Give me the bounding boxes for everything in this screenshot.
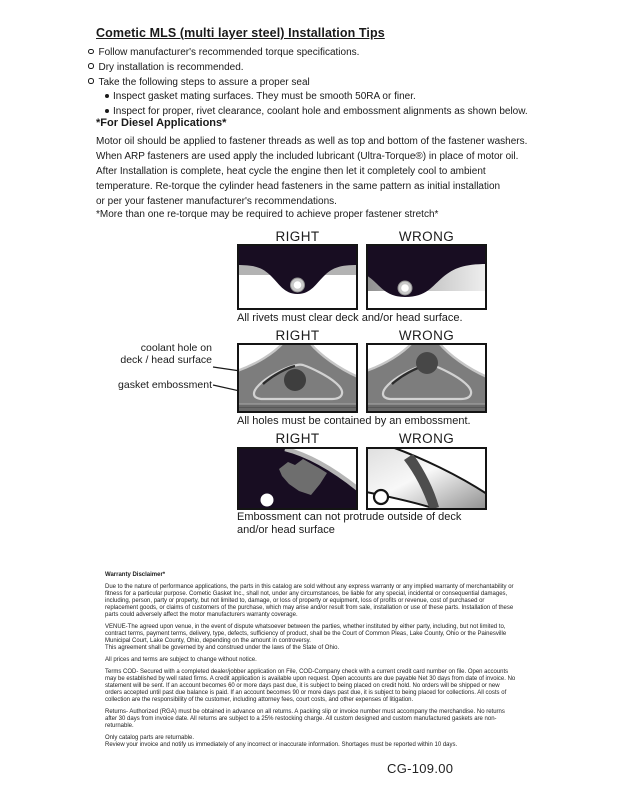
embossment-right-diagram [237, 343, 358, 418]
bullet-circle-icon [88, 63, 94, 69]
page-title: Cometic MLS (multi layer steel) Installation Tips [96, 26, 385, 40]
bullet-circle-icon [88, 49, 94, 55]
disclaimer-paragraph: Due to the nature of performance applications, the parts in this catalog are sold without any express warranty or any implied warranty of merchantability or fitness for a particular purpose. Cometic Gasket Inc., shall not, under any circumstances, be liable for any special, incidental or consequential damages, including, person, party or property, but not limited to, damage, or loss of property or equipment, loss of profits or revenue, cost of purchased or replacement goods, or claims of customers of the purchase, which may arise and/or result from sale, installation or use of these parts. Installation of these parts could adversely affect the motor manufacturers warranty coverage. [105, 584, 514, 618]
embossment-wrong-icon [366, 343, 487, 413]
disclaimer-text: Only catalog parts are returnable. [105, 735, 195, 741]
row1-right-heading: RIGHT [275, 229, 320, 244]
label-line: coolant hole on [140, 342, 212, 354]
list-item-text: Dry installation is recommended. [98, 61, 244, 73]
bullet-dot-icon [105, 109, 109, 113]
paragraph-line: After Installation is complete, heat cycle the engine then let it completely cool to ambient [96, 166, 486, 177]
retorque-note: *More than one re-torque may be required to achieve proper fastener stretch* [96, 209, 439, 220]
paragraph-line: or per your fastener manufacturer's recommendations. [96, 196, 337, 207]
rivet-clearance-right-diagram [237, 244, 358, 315]
row3-caption [237, 511, 497, 536]
disclaimer-text: Review your invoice and notify us immediately of any incorrect or inaccurate information. Shortages must be reported within 10 days. [105, 742, 458, 748]
rivet-right-icon [237, 244, 358, 310]
paragraph-line: When ARP fasteners are used apply the included lubricant (Ultra-Torque®) in place of motor oil. [96, 151, 519, 162]
list-item-text: Take the following steps to assure a proper seal [98, 76, 310, 88]
protrusion-wrong-icon [366, 447, 487, 510]
row2-wrong-heading: WRONG [398, 328, 455, 343]
list-item [88, 90, 528, 105]
row1-wrong-heading: WRONG [398, 229, 455, 244]
disclaimer-paragraph: Terms COD- Secured with a completed dealer/jobber application on File, COD-Company check with a current credit card number on file. Open accounts may be established by well rated firms. A credit application is available upon request. Open accounts are due payable Net 30 days from date of invoice. No statement will be sent. If an account becomes 60 or more days past due, it is subject to being placed on credit hold. No orders will be shipped or new orders accepted until past due balance is paid. If an account becomes 90 or more days past due, it is subject to being placed for collections. All costs of collection are the responsibility of the customer, including attorney fees, court costs, and other expenses of litigation. [105, 669, 516, 703]
bullet-circle-icon [88, 78, 94, 84]
caption-line: Embossment can not protrude outside of deck [237, 511, 462, 523]
embossment-right-icon [237, 343, 358, 413]
rivet-wrong-icon [366, 244, 487, 310]
row3-wrong-heading: WRONG [398, 431, 455, 446]
list-item-text: Inspect for proper, rivet clearance, coolant hole and embossment alignments as shown below. [113, 106, 528, 118]
row3-right-heading: RIGHT [275, 431, 320, 446]
row2-right-heading: RIGHT [275, 328, 320, 343]
protrusion-wrong-diagram [366, 447, 487, 515]
disclaimer-paragraph: Returns- Authorized (RGA) must be obtained in advance on all returns. A packing slip or invoice number must accompany the merchandise. No returns after 30 days from invoice date. All returns are subject to a 25% restocking charge. All custom designed and custom manufactured gaskets are non-returnable. [105, 709, 505, 729]
paragraph-line: temperature. Re-torque the cylinder head fasteners in the same pattern as initial installation [96, 181, 501, 192]
diesel-applications-heading: *For Diesel Applications* [96, 117, 227, 129]
catalog-number: CG-109.00 [387, 761, 454, 776]
label-line: deck / head surface [120, 354, 212, 366]
disclaimer-paragraph [105, 735, 517, 749]
disclaimer-heading: Warranty Disclaimer* [105, 572, 166, 578]
disclaimer-text: This agreement shall be governed by and construed under the laws of the State of Ohio. [105, 645, 340, 651]
caption-line: and/or head surface [237, 523, 335, 536]
disclaimer-text: VENUE-The agreed upon venue, in the event of dispute whatsoever between the parties, whether instituted by either party, including, but not limited to, contract terms, payment terms, delivery, type, defects, sufficiency of product, shall be the Court of Common Pleas, Lake County, Ohio or the Painesville Municipal Court, Lake County, Ohio, depending on the amount in controversy. [105, 624, 507, 644]
warranty-disclaimer [105, 572, 517, 754]
diesel-paragraph-2 [96, 164, 541, 209]
bullet-dot-icon [105, 94, 109, 98]
diesel-paragraph-1 [96, 134, 541, 164]
row2-caption: All holes must be contained by an embossment. [237, 415, 471, 427]
protrusion-right-icon [237, 447, 358, 510]
disclaimer-paragraph: All prices and terms are subject to change without notice. [105, 657, 257, 663]
protrusion-right-diagram [237, 447, 358, 515]
row1-caption: All rivets must clear deck and/or head surface. [237, 312, 463, 324]
list-item [88, 46, 528, 61]
rivet-clearance-wrong-diagram [366, 244, 487, 315]
embossment-wrong-diagram [366, 343, 487, 418]
list-item-text: Follow manufacturer's recommended torque specifications. [98, 47, 360, 58]
list-item [88, 76, 528, 91]
list-item-text: Inspect gasket mating surfaces. They must be smooth 50RA or finer. [113, 91, 416, 103]
installation-tips-list [88, 46, 528, 120]
coolant-hole-label [95, 342, 212, 366]
disclaimer-paragraph [105, 624, 517, 652]
paragraph-line: Motor oil should be applied to fastener threads as well as top and bottom of the fastener washers. [96, 136, 528, 147]
gasket-embossment-label: gasket embossment [118, 379, 212, 391]
list-item [88, 61, 528, 76]
